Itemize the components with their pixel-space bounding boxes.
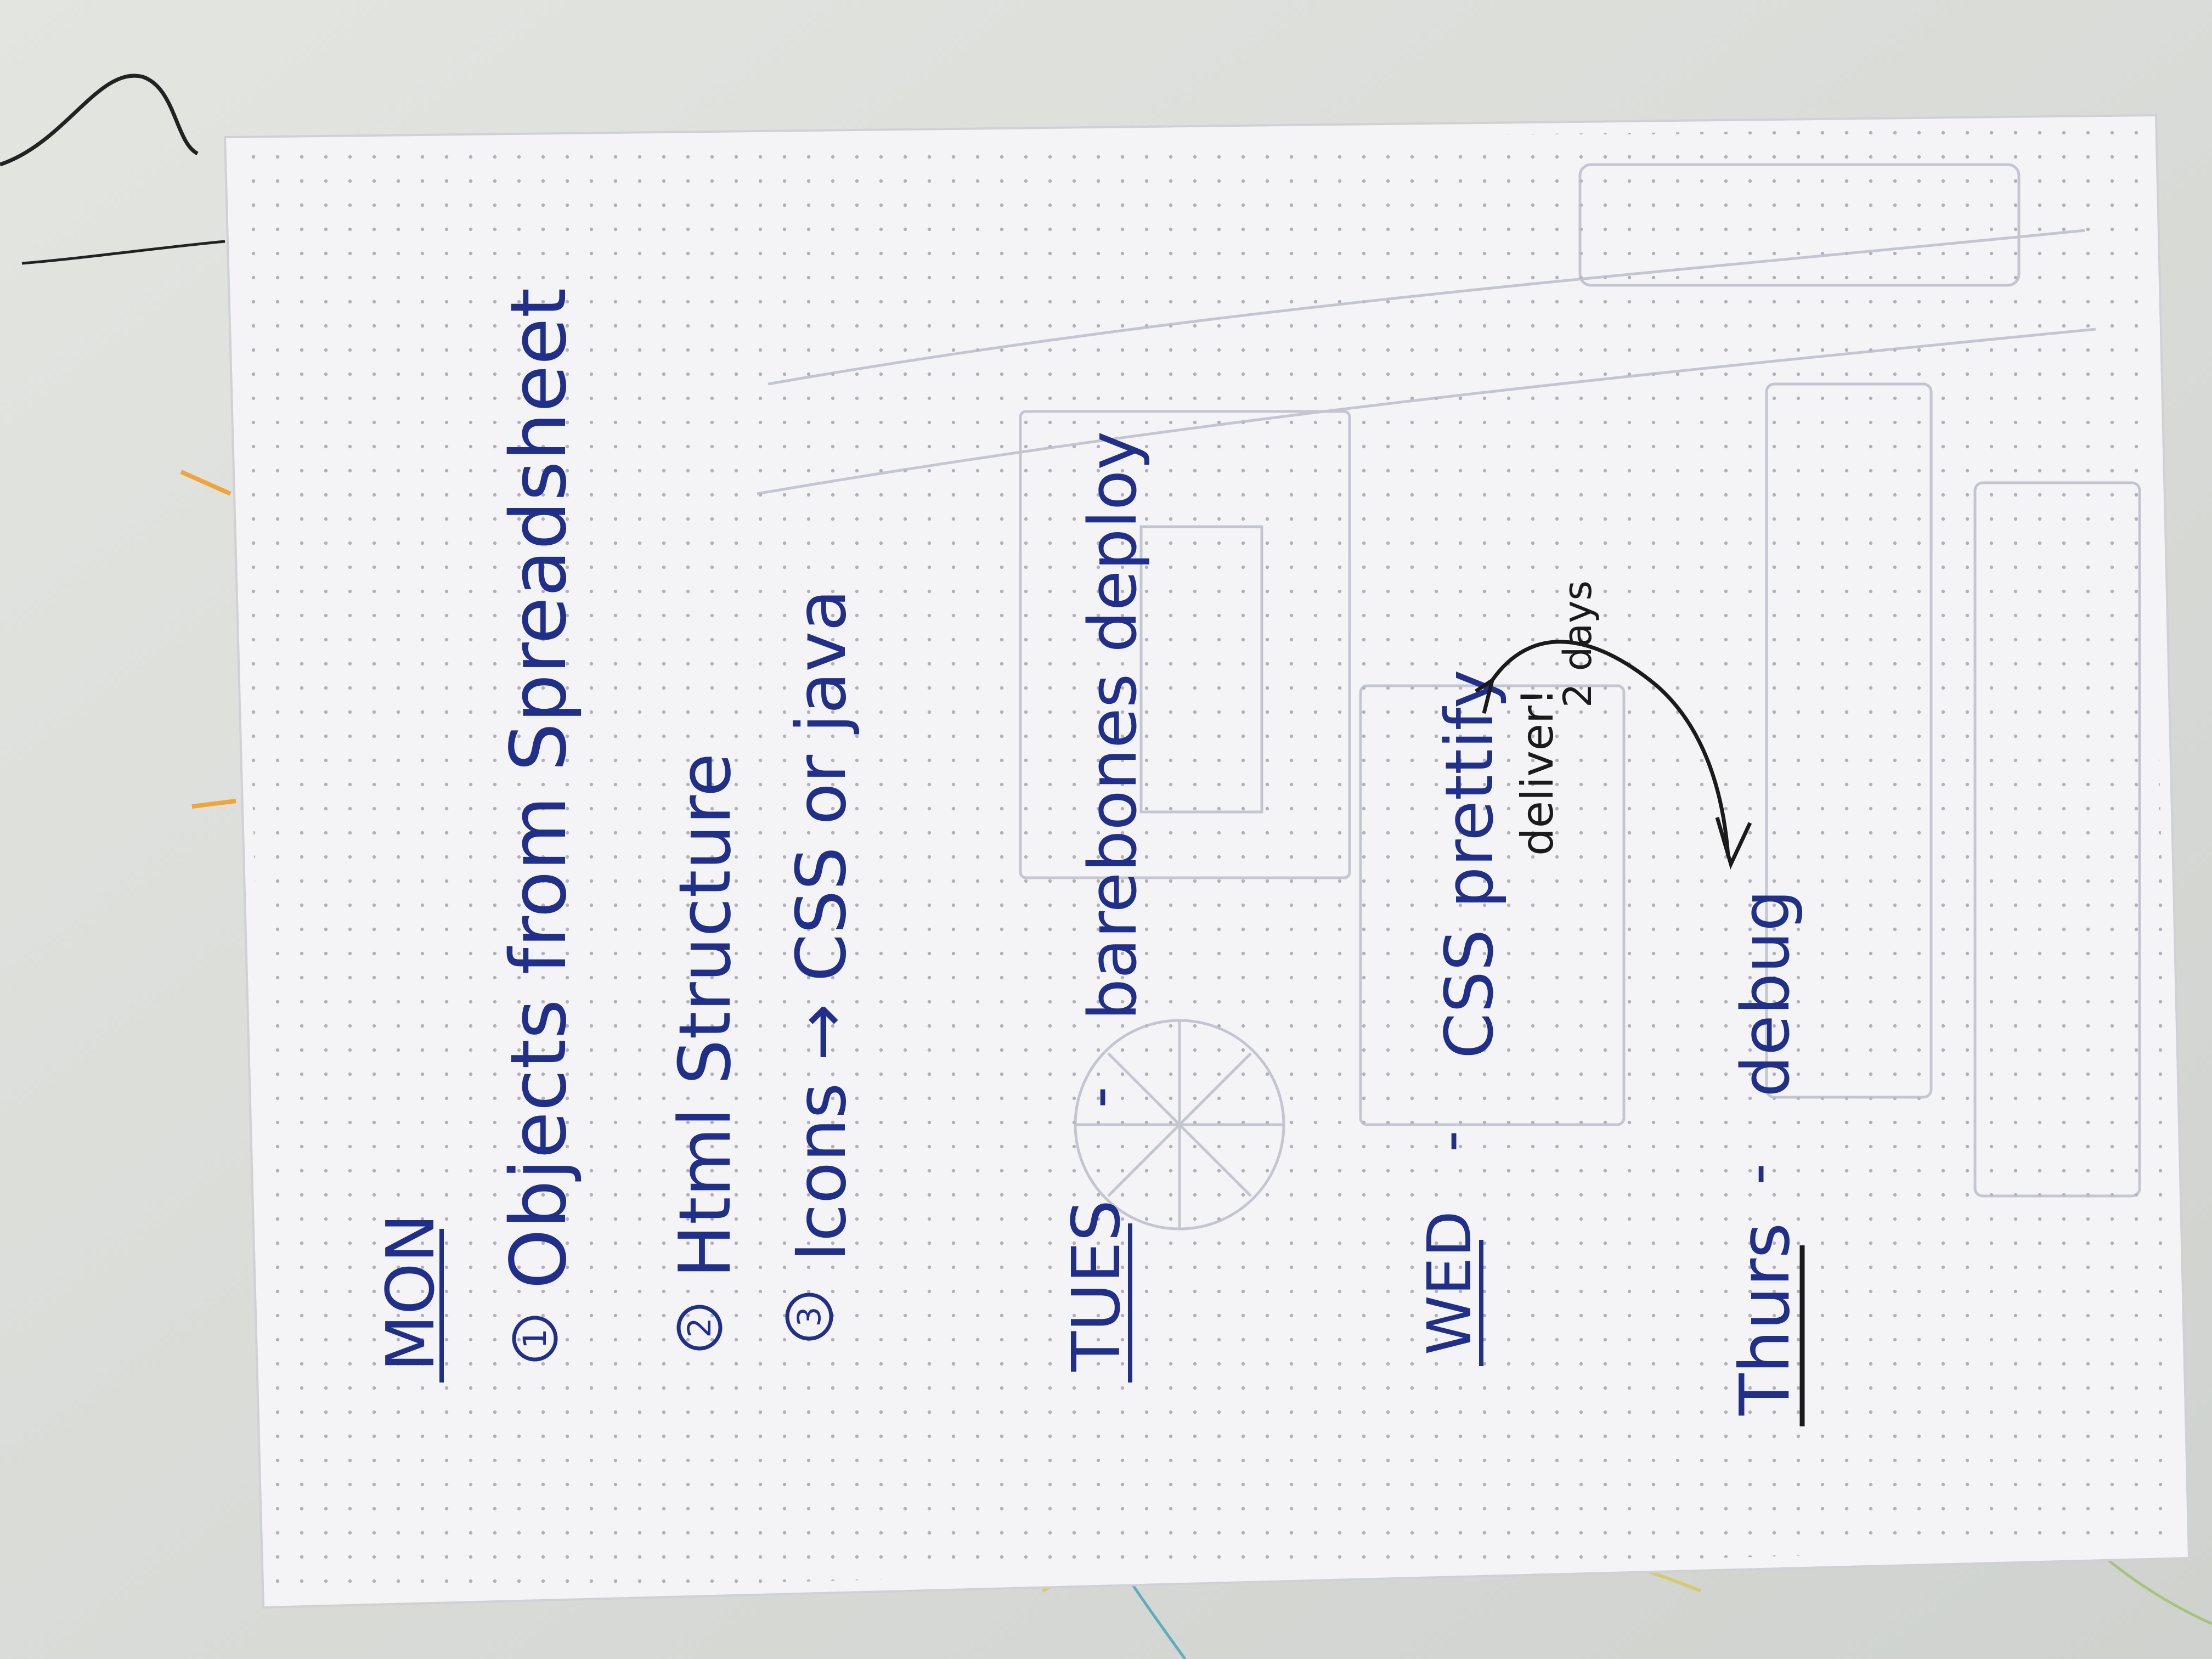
item-2-text: Html Structure (663, 753, 747, 1278)
wed-heading: WED (1414, 1211, 1485, 1355)
item-2-number: 2 (681, 1317, 718, 1338)
wed-dash: - (1414, 1130, 1485, 1152)
wed-days-note: 2 days (1555, 580, 1600, 708)
mon-heading: MON (373, 1214, 449, 1372)
item-1-number: 1 (516, 1328, 554, 1349)
item-1-text: Objects from Spreadsheet (494, 287, 584, 1289)
item-3-text: Icons → CSS or java (782, 589, 861, 1262)
tues-text: barebones deploy (1075, 431, 1152, 1020)
tues-dash: - (1063, 1086, 1133, 1108)
thurs-text: debug (1728, 889, 1804, 1097)
wed-text: CSS prettify (1432, 669, 1508, 1059)
thurs-heading: Thurs (1725, 1222, 1805, 1415)
item-3-number: 3 (791, 1306, 828, 1327)
wed-deliver-annotation: deliver! (1512, 688, 1563, 856)
thurs-dash: - (1722, 1163, 1792, 1185)
tues-heading: TUES (1059, 1199, 1135, 1372)
